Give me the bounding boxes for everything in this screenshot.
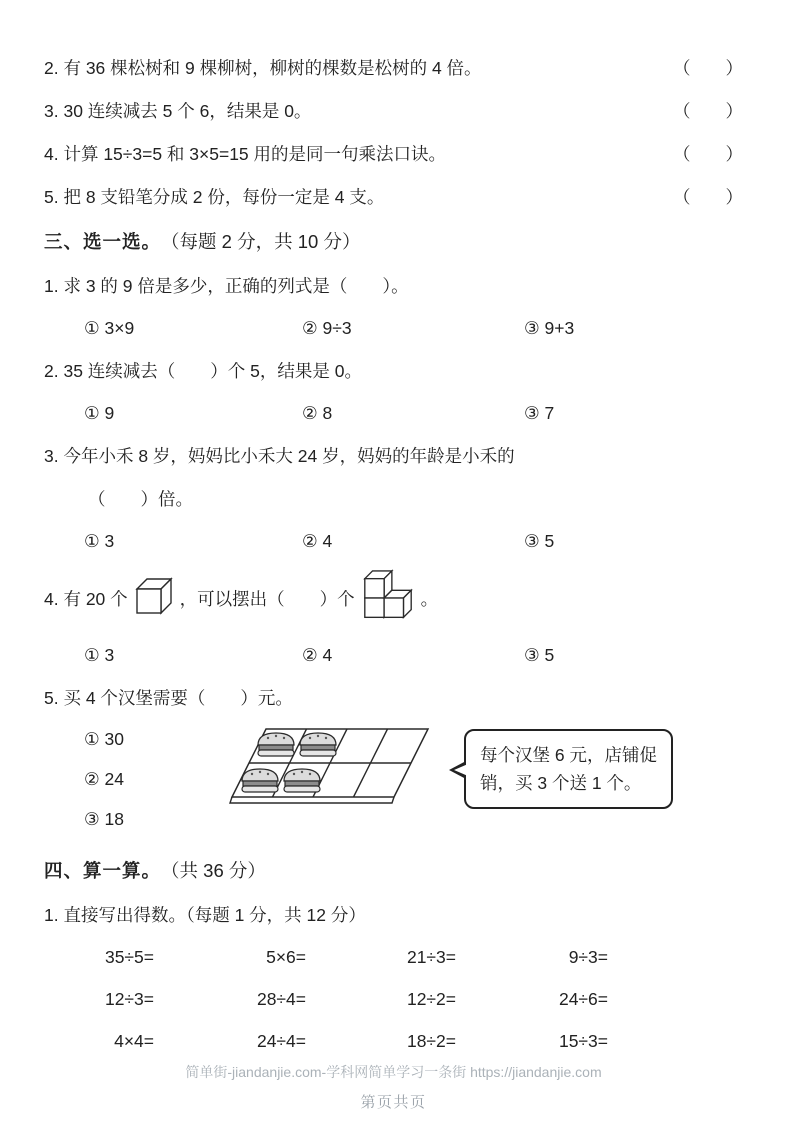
option-2: ② 9÷3: [302, 317, 352, 338]
question-text: 3. 30 连续减去 5 个 6，结果是 0。: [44, 101, 312, 121]
question-4-part3: 。: [420, 588, 439, 609]
calc-item: 12÷3=: [104, 988, 154, 1009]
true-false-item: [44, 89, 743, 132]
question-text: 4. 计算 15÷3=5 和 3×5=15 用的是同一句乘法口诀。: [44, 144, 447, 164]
option-2: ② 24: [84, 768, 125, 789]
question-5-body: [44, 719, 743, 847]
calc-item: 21÷3=: [406, 946, 456, 967]
section-title-text: 三、选一选。: [44, 231, 162, 252]
option-2: ② 4: [302, 530, 333, 551]
section-title-choose: [44, 218, 743, 264]
question-3-text-line1: 3. 今年小禾 8 岁，妈妈比小禾大 24 岁，妈妈的年龄是小禾的: [44, 446, 515, 466]
option-3: ③ 5: [524, 530, 555, 551]
calc-subtitle: 1. 直接写出得数。（每题 1 分，共 12 分）: [44, 905, 366, 925]
hamburger-tray-image: [226, 723, 436, 815]
answer-bracket: （ ）: [673, 144, 743, 164]
footer-site-text: 简单街-jiandanjie.com-学科网简单学习一条街 https://jiandanjie.com: [185, 1064, 602, 1080]
option-3: ③ 7: [524, 402, 555, 423]
option-1: ① 3×9: [84, 317, 135, 338]
option-1: ① 9: [84, 402, 115, 423]
question-5-options: [44, 719, 226, 839]
answer-bracket: （ ）: [673, 187, 743, 207]
cube-icon: [135, 577, 173, 619]
question-1-text: 1. 求 3 的 9 倍是多少，正确的列式是（ ）。: [44, 276, 409, 296]
question-3-text-line2: （ ）倍。: [88, 489, 193, 509]
calc-item: 28÷4=: [256, 988, 306, 1009]
speech-bubble-line2: 销，买 3 个送 1 个。: [480, 773, 642, 793]
calc-item: 4×4=: [114, 1030, 154, 1051]
section-title-calculate: [44, 847, 743, 893]
section-title-text: 四、算一算。: [44, 860, 162, 881]
calc-item: 24÷4=: [256, 1030, 306, 1051]
answer-bracket: （ ）: [673, 101, 743, 121]
question-2-options: [44, 392, 743, 434]
true-false-item: [44, 132, 743, 175]
question-2-text: 2. 35 连续减去（ ）个 5，结果是 0。: [44, 361, 362, 381]
question-4-options: [44, 634, 743, 676]
section-title-points: （每题 2 分，共 10 分）: [161, 231, 361, 252]
question-3-options: [44, 520, 743, 562]
section-title-points: （共 36 分）: [161, 860, 266, 881]
option-1: ① 30: [84, 728, 125, 749]
option-2: ② 8: [302, 402, 333, 423]
option-3: ③ 18: [84, 808, 125, 829]
page-footer: [44, 1062, 743, 1122]
calc-item: 18÷2=: [406, 1030, 456, 1051]
question-4-part1: 4. 有 20 个: [44, 588, 128, 609]
calc-item: 24÷6=: [558, 988, 608, 1009]
question-4-text: [44, 562, 743, 634]
calc-item: 12÷2=: [406, 988, 456, 1009]
option-1: ① 3: [84, 644, 115, 665]
option-3: ③ 9+3: [524, 317, 575, 338]
question-5-text: 5. 买 4 个汉堡需要（ ）元。: [44, 688, 293, 708]
calc-item: 9÷3=: [568, 946, 608, 967]
calc-grid: [44, 936, 610, 1062]
calc-item: 15÷3=: [558, 1030, 608, 1051]
true-false-item: [44, 175, 743, 218]
question-4-part2: ，可以摆出（ ）个: [179, 588, 355, 609]
question-text: 5. 把 8 支铅笔分成 2 份，每份一定是 4 支。: [44, 187, 385, 207]
question-text: 2. 有 36 棵松树和 9 棵柳树，柳树的棵数是松树的 4 倍。: [44, 58, 482, 78]
calc-item: 35÷5=: [104, 946, 154, 967]
question-1-options: [44, 307, 743, 349]
option-3: ③ 5: [524, 644, 555, 665]
option-1: ① 3: [84, 530, 115, 551]
speech-bubble: [464, 729, 673, 809]
answer-bracket: （ ）: [673, 58, 743, 78]
cube-stack-icon: [362, 569, 414, 627]
option-2: ② 4: [302, 644, 333, 665]
speech-bubble-line1: 每个汉堡 6 元，店铺促: [480, 745, 657, 765]
true-false-item: [44, 46, 743, 89]
footer-page-number: 第页共页: [360, 1094, 427, 1111]
calc-item: 5×6=: [266, 946, 306, 967]
